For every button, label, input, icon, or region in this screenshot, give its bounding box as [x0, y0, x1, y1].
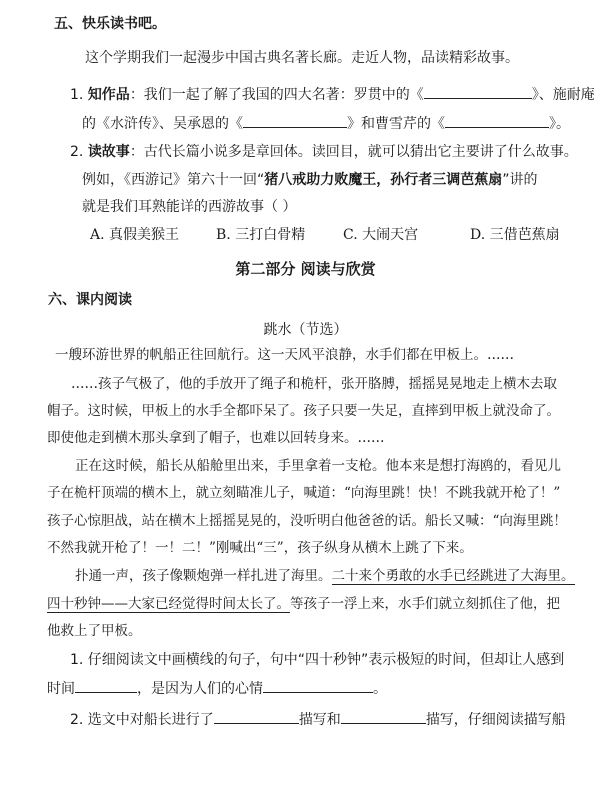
question-label: 知作品 [87, 87, 130, 103]
reading-question-1-line-1: 1. 仔细阅读文中画横线的句子，句中“四十秒钟”表示极短的时间，但却让人感到 [70, 652, 565, 668]
option-d[interactable]: D. 三借芭蕉扇 [470, 227, 560, 243]
part-2-title: 第二部分 阅读与欣赏 [235, 260, 376, 278]
question-2-line-1 [70, 142, 578, 162]
passage-line: 子在桅杆顶端的横木上，就立刻瞄准儿子，喊道：“向海里跳！快！不跳我就开枪了！” [47, 485, 561, 501]
passage-line: ……孩子气极了，他的手放开了绳子和桅杆，张开胳膊，摇摇晃晃地走上横木去取 [71, 376, 557, 392]
question-text: ”讲的 [502, 172, 538, 188]
question-text: 例如，《西游记》第六十一回“ [82, 172, 265, 188]
underlined-sentence: 四十秒钟——大家已经觉得时间太长了。 [47, 596, 290, 612]
question-text: 》。 [549, 116, 570, 132]
chapter-title: 猪八戒助力败魔王，孙行者三调芭蕉扇 [264, 172, 503, 188]
passage-line [47, 594, 560, 614]
question-text: 》和曹雪芹的《 [347, 116, 445, 132]
underlined-sentence: 二十来个勇敢的水手已经跳进了大海里。 [331, 568, 575, 584]
question-text: 》、施耐庵 [531, 87, 595, 103]
answer-blank-time[interactable] [75, 678, 137, 693]
question-text: 。 [373, 681, 387, 697]
reading-question-1-line-2 [47, 678, 387, 699]
question-1-line-2 [82, 113, 570, 134]
question-label: 读故事 [87, 144, 130, 160]
question-2-line-3: 就是我们耳熟能详的西游故事（ ） [82, 199, 297, 215]
answer-blank-description-2[interactable] [341, 709, 426, 724]
option-b[interactable]: B. 三打白骨精 [216, 227, 306, 243]
passage-line: 正在这时候，船长从船舱里出来，手里拿着一支枪。他本来是想打海鸥的，看见儿 [75, 458, 561, 474]
passage-title: 跳水（节选） [263, 322, 348, 338]
section-6-heading: 六、课内阅读 [48, 292, 132, 308]
question-text: ：古代长篇小说多是章回体。读回目，就可以猜出它主要讲了什么故事。 [129, 144, 578, 160]
answer-blank-mood[interactable] [263, 678, 373, 693]
passage-line: 不然我就开枪了！一！二！”刚喊出“三”，孩子纵身从横木上跳了下来。 [47, 540, 473, 556]
passage-line: 帽子。这时候，甲板上的水手全都吓呆了。孩子只要一失足，直摔到甲板上就没命了。 [47, 403, 560, 419]
question-text: ，是因为人们的心情 [137, 681, 263, 697]
answer-blank-book-2[interactable] [243, 113, 347, 128]
passage-text: 扑通一声，孩子像颗炮弹一样扎进了海里。 [75, 568, 332, 584]
passage-line: 孩子心惊胆战，站在横木上摇摇晃晃的，没听明白他爸爸的话。船长又喊：“向海里跳！ [47, 513, 567, 529]
passage-line: 他救上了甲板。 [47, 623, 142, 639]
question-text: 的《水浒传》、吴承恩的《 [82, 116, 243, 132]
passage-line: 一艘环游世界的帆船正往回航行。这一天风平浪静，水手们都在甲板上。…… [55, 347, 514, 363]
question-text: ：我们一起了解了我国的四大名著：罗贯中的《 [129, 87, 424, 103]
option-c[interactable]: C. 大闹天宫 [343, 227, 419, 243]
passage-line [75, 566, 575, 586]
answer-blank-description-1[interactable] [214, 709, 299, 724]
question-1-line-1 [70, 84, 595, 105]
question-text: 2. 选文中对船长进行了 [70, 712, 214, 728]
reading-question-2-line-1 [70, 709, 566, 730]
section-5-intro: 这个学期我们一起漫步中国古典名著长廊。走近人物，品读精彩故事。 [85, 50, 519, 66]
section-5-heading: 五、快乐读书吧。 [54, 16, 166, 32]
question-text: 描写和 [298, 712, 341, 728]
question-text: 时间 [47, 681, 75, 697]
passage-text: 等孩子一浮上来，水手们就立刻抓住了他，把 [290, 596, 560, 612]
answer-blank-book-3[interactable] [445, 113, 549, 128]
option-a[interactable]: A. 真假美猴王 [90, 227, 180, 243]
question-number: 1. [70, 87, 84, 103]
question-number: 2. [70, 144, 84, 160]
question-text: 描写，仔细阅读描写船 [425, 712, 566, 728]
answer-blank-book-1[interactable] [424, 84, 532, 99]
passage-line: 即使他走到横木那头拿到了帽子，也难以回转身来。…… [47, 430, 385, 446]
question-2-line-2 [82, 170, 538, 190]
